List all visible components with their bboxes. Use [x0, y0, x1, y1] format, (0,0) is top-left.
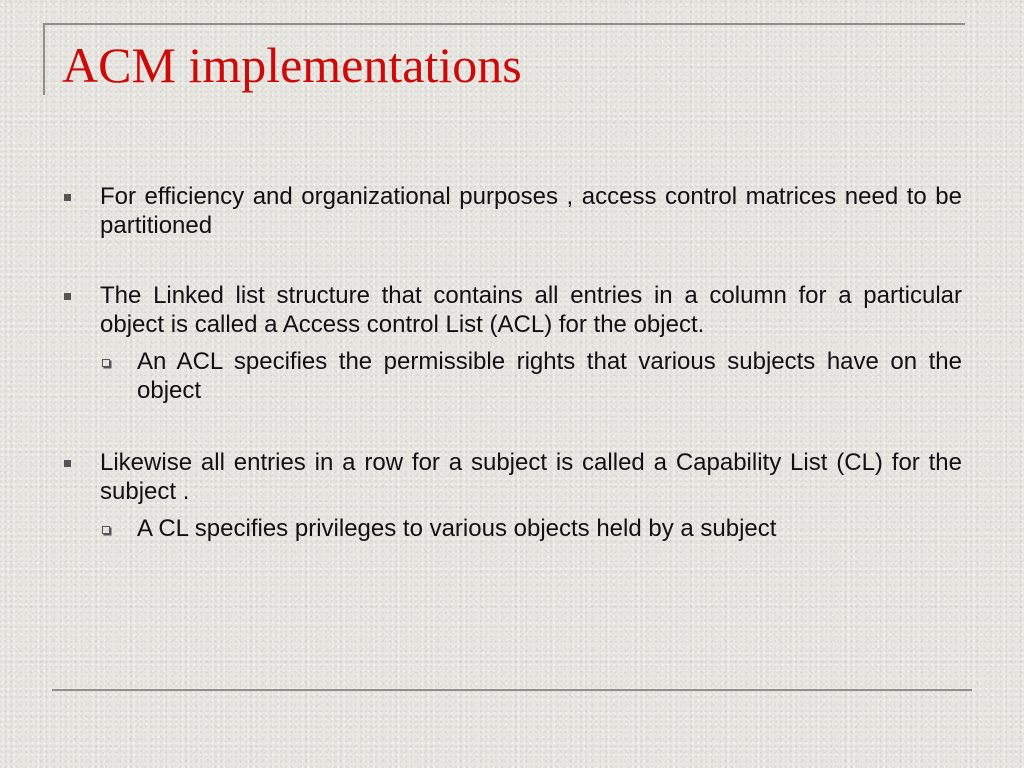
sub-bullet-text: A CL specifies privileges to various objects held by a subject: [137, 515, 777, 542]
hollow-square-bullet-icon: [102, 359, 110, 367]
top-rule: [43, 23, 965, 25]
sub-bullet-text: An ACL specifies the permissible rights that various subjects have on the object: [137, 348, 962, 404]
bullet-item: [60, 182, 962, 240]
filled-square-bullet-icon: [64, 194, 71, 201]
slide-body: [60, 182, 962, 543]
slide-title: ACM implementations: [62, 37, 522, 93]
filled-square-bullet-icon: [64, 293, 71, 300]
bullet-text: Likewise all entries in a row for a subject is called a Capability List (CL) for the subject .: [100, 449, 962, 505]
sub-bullet-item: [97, 347, 962, 405]
filled-square-bullet-icon: [64, 460, 71, 467]
sub-bullet-item: [97, 514, 962, 543]
bullet-item: [60, 448, 962, 506]
bottom-rule: [52, 689, 972, 691]
bullet-item: [60, 281, 962, 339]
bullet-text: The Linked list structure that contains all entries in a column for a particular object is called a Access control List (ACL) for the object.: [100, 282, 962, 338]
hollow-square-bullet-icon: [102, 526, 110, 534]
bullet-text: For efficiency and organizational purposes , access control matrices need to be partitioned: [100, 183, 962, 239]
left-rule: [43, 23, 45, 95]
